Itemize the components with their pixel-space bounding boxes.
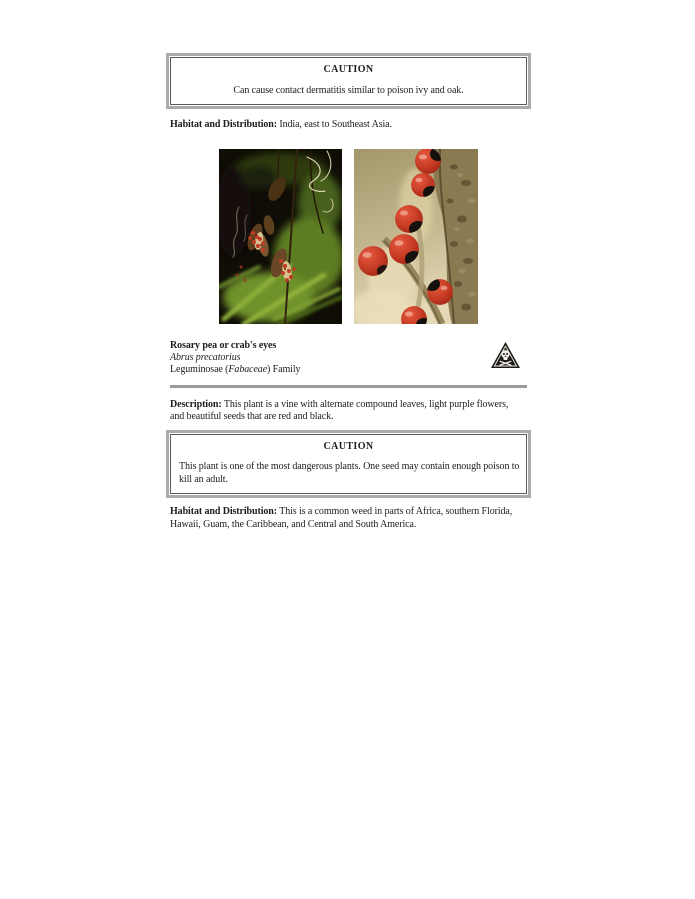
- habitat-distribution-1: [170, 119, 527, 132]
- plant-common-name: Rosary pea or crab's eyes: [170, 339, 277, 351]
- caution-box-bottom: [170, 434, 527, 495]
- plant-latin-name: Abrus precatorius: [170, 351, 241, 363]
- plant-names-row: [170, 340, 527, 376]
- plant-names: [170, 340, 300, 376]
- photo-row: [170, 149, 527, 324]
- caution-title: CAUTION: [323, 440, 374, 452]
- habitat-distribution-2: Habitat and Distribution: This is a common weed in parts of Africa, southern Florida, Hawaii, Guam, the Caribbean, and Central and South America.: [170, 506, 513, 530]
- caution-box-top: [170, 57, 527, 105]
- caution-body: Can cause contact dermatitis similar to poison ivy and oak.: [233, 84, 464, 96]
- caution-body: This plant is one of the most dangerous plants. One seed may contain enough poison to kill an adult.: [179, 461, 520, 485]
- habitat-text: India, east to Southeast Asia.: [279, 119, 392, 130]
- page-content: [170, 57, 527, 531]
- caution-title: CAUTION: [323, 64, 374, 75]
- plant-family: Leguminosae (Fabaceae) Family: [170, 363, 301, 375]
- section-divider: [170, 385, 527, 388]
- poison-triangle-icon: [490, 341, 521, 375]
- description-paragraph: Description: This plant is a vine with alternate compound leaves, light purple flowers, and beautiful seeds that are red and black.: [170, 398, 509, 422]
- habitat-label: Habitat and Distribution:: [170, 506, 277, 517]
- rosary-pea-vine-photo: [219, 149, 342, 324]
- habitat-label: Habitat and Distribution:: [170, 119, 277, 130]
- description-label: Description:: [170, 398, 222, 410]
- rosary-pea-seeds-photo: [354, 149, 478, 324]
